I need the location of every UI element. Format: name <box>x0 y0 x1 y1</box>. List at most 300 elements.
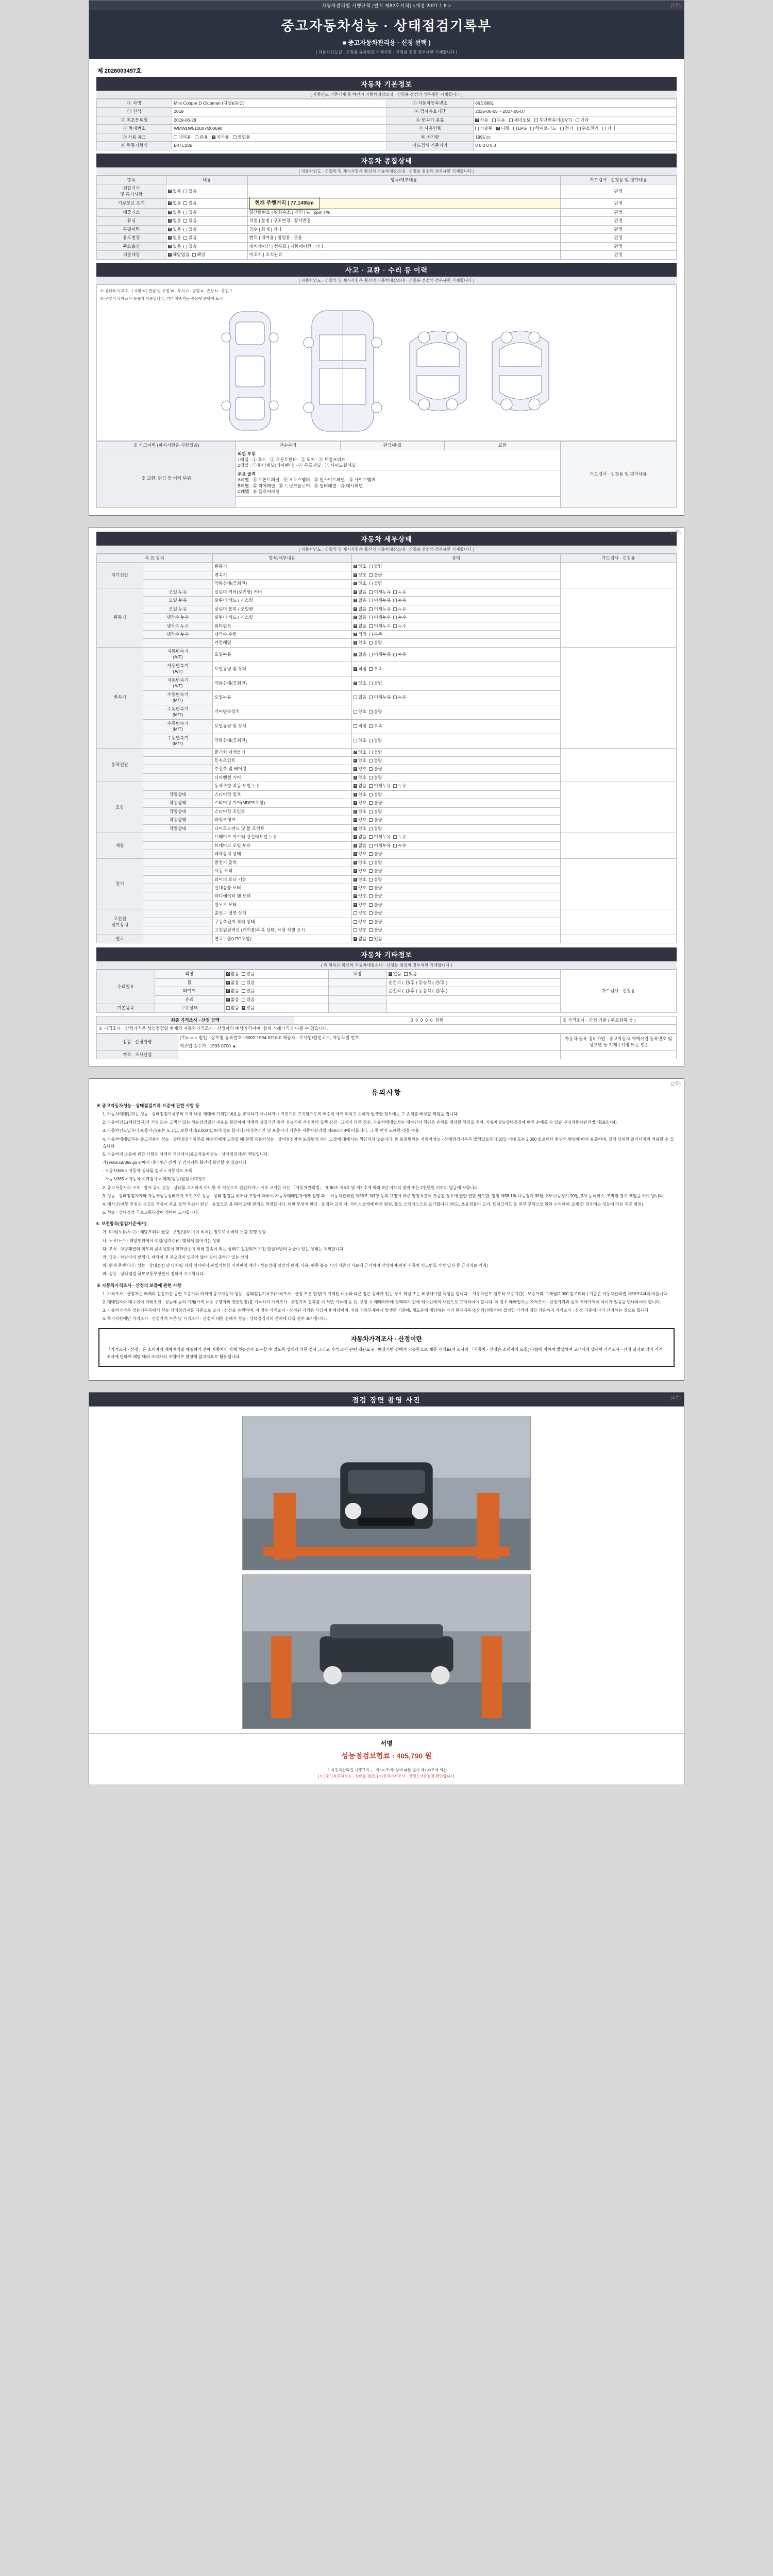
overall-item-detail: 미조치 | 조치완료 <box>247 251 561 259</box>
checkbox-4-2-불량[interactable]: 불량 <box>369 800 382 806</box>
checkbox-use-government[interactable]: 관용 <box>195 134 208 140</box>
checkbox-4-5-불량[interactable]: 불량 <box>369 826 382 832</box>
checkbox-5-2-양호[interactable]: ✓ 양호 <box>354 851 366 857</box>
checkbox-2-0-없음[interactable]: ✓ 없음 <box>354 652 366 657</box>
detail-item-options[interactable] <box>352 597 561 605</box>
detail-item-options[interactable] <box>352 571 561 579</box>
checkbox-0-0-양호[interactable]: ✓ 양호 <box>354 564 366 569</box>
checkbox-6-3-불량[interactable]: 불량 <box>369 885 382 891</box>
checkbox-4-1-양호[interactable]: ✓ 양호 <box>354 792 366 798</box>
photo-front-illustration <box>243 1416 530 1570</box>
company-info: (주)○○○○ 법인 · 상호명 등록번호 : 9002-1994-0216-0 제공자 · 주사업/법인코드, 자동차법 번호 <box>178 1033 561 1042</box>
detail-sub-label <box>143 833 213 841</box>
detail-item-options[interactable] <box>352 676 561 690</box>
checkbox-2-없음[interactable]: ✓ 없음 <box>168 210 181 215</box>
detail-item-options[interactable] <box>352 935 561 943</box>
detail-item-options[interactable] <box>352 748 561 756</box>
checkbox-2-1-적정[interactable]: ✓ 적정 <box>354 666 366 672</box>
sheet-3 <box>89 1078 684 1381</box>
checkbox-1-3-없음[interactable]: ✓ 없음 <box>354 615 366 620</box>
odo-digit: 0 <box>475 143 478 148</box>
detail-item-label: 시동 모터 <box>213 867 352 875</box>
checkbox-6-1-불량[interactable]: 불량 <box>369 868 382 874</box>
detail-item-label: 작동상태(공회전) <box>213 580 352 588</box>
checkbox-7-해당[interactable]: 해당 <box>192 252 205 258</box>
checkbox-other-0-없음[interactable]: ✓ 없음 <box>226 971 239 977</box>
detail-sub-label: 오일 누유 <box>143 588 213 596</box>
overall-item-options[interactable] <box>166 251 248 259</box>
checkbox-4-0-미세누유[interactable]: 미세누유 <box>369 783 391 789</box>
checkbox-6-4-불량[interactable]: 불량 <box>369 893 382 899</box>
checkbox-7-0-양호[interactable]: 양호 <box>354 910 366 916</box>
fuel-options[interactable] <box>474 125 677 133</box>
checkbox-1-0-누유[interactable]: 누유 <box>393 589 406 595</box>
form-legal-header: 자동차관리법 시행규칙 [별지 제82호서식] <개정 2021.1.8.> <box>89 1 684 10</box>
checkbox-1-없음[interactable]: ✓ 없음 <box>168 200 181 206</box>
field-label: ⑥ 변속기 종류 <box>386 116 474 124</box>
checkbox-1-4-없음[interactable]: ✓ 없음 <box>354 623 366 629</box>
field-label: ③ 연식 <box>97 108 172 116</box>
checkbox-fuel-hybrid[interactable]: 하이브리드 <box>530 126 556 131</box>
detail-item-options[interactable] <box>352 605 561 613</box>
checkbox-fuel-hydrogen[interactable]: 수소전기 <box>577 126 599 131</box>
checkbox-1-4-누수[interactable]: 누수 <box>393 623 406 629</box>
checkbox-fuel-etc[interactable]: 기타 <box>602 126 615 131</box>
notice-paragraph: 3. 자동차인도일부터 보증기간(또는 도 1일, 보증거리(2,000 킬로미터)로 합니다) 대상은기간 및 보증거리 기준은 자동차관리법 제58조의4에 따릅니다. 그 중 먼저 도래한 것을 적용 <box>103 1128 419 1133</box>
price-label: 성능점검보험료 : <box>341 1751 395 1760</box>
notice-section <box>89 1079 684 1380</box>
checkbox-6-4-양호[interactable]: ✓ 양호 <box>354 893 366 899</box>
photos-title: 점검 장면 촬영 사진 <box>89 1393 684 1406</box>
checkbox-1-1-미세누유[interactable]: 미세누유 <box>369 598 391 603</box>
parts-group-frame <box>236 470 561 496</box>
detail-sub-label: 작동상태 <box>143 790 213 799</box>
checkbox-2-6-양호[interactable]: 양호 <box>354 738 366 743</box>
page-subtitle: ■ 중고자동차관리용 · 신청 선택 ) <box>342 39 431 46</box>
other-item-options[interactable] <box>224 970 329 978</box>
detail-sub-label: 냉각수 누수 <box>143 631 213 639</box>
checkbox-5-1-누유[interactable]: 누유 <box>393 843 406 849</box>
checkbox-6-2-불량[interactable]: 불량 <box>369 877 382 883</box>
detail-item-options[interactable] <box>352 867 561 875</box>
detail-item-options[interactable] <box>352 816 561 824</box>
company-info-2: 제조업 승수가 : 1533-0700 ▲ <box>178 1042 561 1050</box>
detail-sub-label <box>143 765 213 773</box>
checkbox-1-4-미세누수[interactable]: 미세누수 <box>369 623 391 629</box>
checkbox-transmission-manual[interactable]: 수동 <box>492 117 505 123</box>
section-basic-info-subtitle: ( 자동인도 기준기재 등 하신의 자동차대장소내 · 신청용 점검의 경우세한 기재합니다 ) <box>96 91 677 99</box>
checkbox-3-없음[interactable]: ✓ 없음 <box>168 218 181 224</box>
checkbox-1-5-적정[interactable]: ✓ 적정 <box>354 632 366 637</box>
checkbox-1-3-미세누수[interactable]: 미세누수 <box>369 615 391 620</box>
checkbox-0-2-양호[interactable]: ✓ 양호 <box>354 581 366 586</box>
checkbox-4-2-양호[interactable]: ✓ 양호 <box>354 800 366 806</box>
overall-item-options[interactable] <box>166 208 248 216</box>
checkbox-3-1-불량[interactable]: 불량 <box>369 758 382 764</box>
detail-item-options[interactable] <box>352 807 561 816</box>
other-item2-options[interactable]: 운전석 ( 전/후 ) 동승석 ( 전/후 ) <box>386 987 561 995</box>
checkbox-1-6-양호[interactable]: ✓ 양호 <box>354 640 366 646</box>
detail-item-options[interactable] <box>352 782 561 790</box>
detail-item-label: 추진축 및 베어링 <box>213 765 352 773</box>
parts-group-outer <box>236 450 561 470</box>
col-header: 주 요 장치 <box>97 554 213 562</box>
detail-item-options[interactable] <box>352 892 561 901</box>
checkbox-5-2-불량[interactable]: 불량 <box>369 851 382 857</box>
fee-unit: 천원 <box>435 1017 444 1023</box>
price-value: 405,790 원 <box>396 1751 432 1760</box>
fee-digit: 0 <box>430 1017 433 1023</box>
notice-paragraph: 바. 성능 · 상태점검 국토교통부장관이 정하여 고시합니다. <box>103 1272 205 1277</box>
checkbox-6-0-양호[interactable]: ✓ 양호 <box>354 860 366 866</box>
usetype-label: ⑨ 사용 용도 <box>97 133 172 141</box>
parts-line: B레벨 : ⑫ 리어패널 · ⑬ 트렁크플로어 · ⑭ 필러패널 · ⑮ 대시패널 <box>238 483 363 488</box>
checkbox-3-3-양호[interactable]: ✓ 양호 <box>354 775 366 781</box>
car-top-view-icon <box>291 307 394 435</box>
checkbox-5-1-미세누유[interactable]: 미세누유 <box>369 843 391 849</box>
checkbox-other-3-있음[interactable]: 있음 <box>242 997 255 1003</box>
detail-item-options[interactable] <box>352 622 561 630</box>
checkbox-other-4-있음[interactable]: ✓ 있음 <box>242 1005 255 1011</box>
checkbox-transmission-cvt[interactable]: 무단변속기(CVT) <box>534 117 572 123</box>
checkbox-5-0-누유[interactable]: 누유 <box>393 834 406 840</box>
checkbox-6-5-양호[interactable]: ✓ 양호 <box>354 902 366 908</box>
detail-item-options[interactable] <box>352 875 561 884</box>
car-diagram-figures <box>100 303 673 437</box>
detail-item-options[interactable] <box>352 926 561 935</box>
overall-item-options[interactable] <box>166 242 248 250</box>
overall-item-options[interactable] <box>166 199 248 209</box>
notice-sec2-title: ※ 자동차가격조사 · 산정의 보증에 관한 사항 <box>96 1282 182 1288</box>
checkbox-transmission-etc[interactable]: 기타 <box>576 117 589 123</box>
detail-sub-label <box>143 875 213 884</box>
notice-paragraph: · 자동차365 > 자동차 실태를 검색 > 자동차도 조회 <box>103 1168 193 1174</box>
detail-state-table <box>96 554 677 944</box>
checkbox-6-0-불량[interactable]: 불량 <box>369 860 382 866</box>
detail-item-label: 실린더 헤드 / 개스킷 <box>213 597 352 605</box>
checkbox-2-있음[interactable]: 있음 <box>183 210 196 215</box>
detail-item-options[interactable] <box>352 719 561 734</box>
checkbox-3-2-양호[interactable]: ✓ 양호 <box>354 766 366 772</box>
detail-item-options[interactable] <box>352 833 561 841</box>
checkbox-0-1-양호[interactable]: ✓ 양호 <box>354 572 366 578</box>
checkbox-2-3-없음[interactable]: 없음 <box>354 694 366 700</box>
detail-item-options[interactable] <box>352 799 561 807</box>
checkbox-2-3-미세누유[interactable]: 미세누유 <box>369 694 391 700</box>
checkbox-4-4-양호[interactable]: ✓ 양호 <box>354 817 366 823</box>
checkbox-6-1-양호[interactable]: ✓ 양호 <box>354 868 366 874</box>
overall-item-label: 특별이력 <box>97 225 166 233</box>
checkbox-other-0-있음[interactable]: 있음 <box>242 971 255 977</box>
mileage-value: 현재 주행거리 | 77,149km <box>249 197 320 210</box>
detail-item-label: 오일누유 <box>213 690 352 705</box>
checkbox-5-없음[interactable]: ✓ 없음 <box>168 235 181 241</box>
detail-item-options[interactable] <box>352 734 561 748</box>
notice-paragraph: 2. 자동차인도(해당일자)가 거짓 또는 고객가 있는 성능점검결과 내용을 확인하여 매매의 성질기간 동안 성능기록 작성자의 실책 검검 · 교체가 다른 경우, 자동차매매업자는 매수인의 책임은 손해를 배상할 책임을 지며, 자동차성능상태검검에 따른 손해를 수 있습니다(자동차관리법 제58조의4). <box>103 1120 618 1125</box>
detail-sub-label <box>143 639 213 647</box>
checkbox-4-없음[interactable]: ✓ 없음 <box>168 227 181 232</box>
detail-item-options[interactable] <box>352 705 561 719</box>
checkbox-0-없음[interactable]: ✓없음 <box>168 189 181 194</box>
checkbox-other-4-없음[interactable]: 없음 <box>226 1005 239 1011</box>
usetype-options[interactable] <box>172 133 386 141</box>
checkbox-6-3-양호[interactable]: ✓ 양호 <box>354 885 366 891</box>
fee-digit: 0 <box>420 1017 423 1023</box>
overall-item-note: 판정 <box>561 184 677 199</box>
page-corner-tag: (4쪽) <box>670 1395 681 1400</box>
checkbox-2-4-양호[interactable]: 양호 <box>354 709 366 715</box>
notice-paragraph: 1. 자동차매매업자는 성능 · 상태점검기록부의 기재 내용 제대에 기재한 내용을 교지하기 아니하거나 거짓으로 고지함으로써 매수인 에게 미치고 손해가 발생한 경우에는 그 손해를 배상할 책임을 집니다. <box>103 1111 459 1116</box>
checkbox-1-5-부족[interactable]: 부족 <box>369 632 382 637</box>
detail-item-options[interactable] <box>352 563 561 571</box>
checkbox-0-1-불량[interactable]: 불량 <box>369 572 382 578</box>
checkbox-3-0-불량[interactable]: 불량 <box>369 750 382 755</box>
checkbox-4-5-양호[interactable]: ✓ 양호 <box>354 826 366 832</box>
detail-sub-label <box>143 935 213 943</box>
checkbox-other-1-있음[interactable]: 있음 <box>242 980 255 986</box>
detail-item-options[interactable] <box>352 841 561 850</box>
car-side-left-icon <box>399 307 477 435</box>
detail-item-options[interactable] <box>352 773 561 782</box>
checkbox-0-2-불량[interactable]: 불량 <box>369 581 382 586</box>
detail-item-options[interactable] <box>352 662 561 676</box>
detail-item-options[interactable] <box>352 631 561 639</box>
checkbox-use-business[interactable]: 영업용 <box>233 134 250 140</box>
page-corner-tag: (1쪽) <box>670 530 681 535</box>
checkbox-6-없음[interactable]: ✓ 없음 <box>168 244 181 249</box>
checkbox-7-2-양호[interactable]: 양호 <box>354 927 366 933</box>
checkbox-4-0-누유[interactable]: 누유 <box>393 783 406 789</box>
price-summary-table <box>96 1016 677 1033</box>
checkbox-7-0-불량[interactable]: 불량 <box>369 910 382 916</box>
checkbox-7-1-불량[interactable]: 불량 <box>369 919 382 925</box>
checkbox-1-1-없음[interactable]: ✓ 없음 <box>354 598 366 603</box>
checkbox-1-2-없음[interactable]: ✓ 없음 <box>354 606 366 612</box>
detail-sub-label <box>143 563 213 571</box>
other-item2-options[interactable] <box>386 995 561 1004</box>
other-item2-options[interactable] <box>386 970 561 978</box>
checkbox-6-있음[interactable]: 있음 <box>183 244 196 249</box>
parts-line: A레벨 : ⑧ 프론트패널 · ⑨ 크로스멤버 · ⑩ 인사이드패널 · ⑪ 사이드멤버 <box>238 477 376 483</box>
photo-underbody-illustration <box>243 1575 530 1728</box>
checkbox-5-0-미세누유[interactable]: 미세누유 <box>369 834 391 840</box>
detail-item-options[interactable] <box>352 647 561 662</box>
checkbox-3-1-양호[interactable]: ✓ 양호 <box>354 758 366 764</box>
other-item-options[interactable] <box>224 1004 329 1012</box>
overall-item-detail: 침수 | 화재 | 기타 <box>247 225 561 233</box>
checkbox-other2-0-있음[interactable]: 있음 <box>404 971 417 977</box>
document-number-label: 제 <box>97 68 103 74</box>
detail-group-note <box>561 858 677 909</box>
detail-item-label: 실내송풍 모터 <box>213 884 352 892</box>
detail-sub-label <box>143 909 213 918</box>
checkbox-6-2-양호[interactable]: ✓ 양호 <box>354 877 366 883</box>
checkbox-8-0-있음[interactable]: 있음 <box>369 936 382 942</box>
overall-item-options[interactable] <box>166 217 248 225</box>
checkbox-1-0-없음[interactable]: ✓ 없음 <box>354 589 366 595</box>
checkbox-5-있음[interactable]: 있음 <box>183 235 196 241</box>
checkbox-other-2-없음[interactable]: ✓ 없음 <box>226 988 239 994</box>
checkbox-7-2-불량[interactable]: 불량 <box>369 927 382 933</box>
checkbox-0-0-불량[interactable]: 불량 <box>369 564 382 569</box>
detail-item-label: 충전구 절연 상태 <box>213 909 352 918</box>
detail-item-options[interactable] <box>352 614 561 622</box>
overall-item-options[interactable] <box>166 234 248 242</box>
detail-group-note <box>561 909 677 935</box>
overall-item-options[interactable] <box>166 184 248 199</box>
checkbox-2-2-양호[interactable]: ✓ 양호 <box>354 681 366 686</box>
other-item-label: 휠 <box>155 978 224 987</box>
detail-sub-label <box>143 926 213 935</box>
table-row <box>97 782 677 790</box>
field-value: 2019 <box>172 108 386 116</box>
detail-item-label: 실린더 블록 / 오일팬 <box>213 605 352 613</box>
checkbox-other2-0-없음[interactable]: ✓ 없음 <box>389 971 401 977</box>
detail-item-options[interactable] <box>352 901 561 909</box>
checkbox-4-0-없음[interactable]: ✓ 없음 <box>354 783 366 789</box>
checkbox-3-있음[interactable]: 있음 <box>183 218 196 224</box>
checkbox-2-5-부족[interactable]: 부족 <box>369 723 382 729</box>
checkbox-2-3-누유[interactable]: 누유 <box>393 694 406 700</box>
checkbox-3-2-불량[interactable]: 불량 <box>369 766 382 772</box>
field-value: 2025-06-05 ~ 2027-06-07 <box>474 108 677 116</box>
parts-group-name: 주요 골격 <box>238 471 256 477</box>
fee-subnote: ※ 가격조사 · 산정가격은 성능점검일 현재의 자동차가격조사 · 산정자의 예상가격이며, 실제 거래가격과 다를 수 있습니다. <box>97 1025 677 1033</box>
checkbox-1-2-누유[interactable]: 누유 <box>393 606 406 612</box>
checkbox-2-0-미세누유[interactable]: 미세누유 <box>369 652 391 657</box>
checkbox-1-있음[interactable]: 있음 <box>183 200 196 206</box>
detail-item-options[interactable] <box>352 588 561 596</box>
checkbox-transmission-auto[interactable]: ✓ 자동 <box>475 117 488 123</box>
detail-item-label: 기어변속장치 <box>213 705 352 719</box>
field-label: ⑤ 최초등록일 <box>97 116 172 124</box>
detail-item-options[interactable] <box>352 918 561 926</box>
checkbox-4-4-불량[interactable]: 불량 <box>369 817 382 823</box>
detail-group-note <box>561 833 677 858</box>
table-row <box>97 199 677 209</box>
detail-item-options[interactable] <box>352 850 561 858</box>
checkbox-4-1-불량[interactable]: 불량 <box>369 792 382 798</box>
detail-item-options[interactable] <box>352 884 561 892</box>
checkbox-2-1-부족[interactable]: 부족 <box>369 666 382 672</box>
detail-group-label: 동력전달 <box>97 748 143 782</box>
photos-section <box>89 1406 684 1785</box>
checkbox-0-있음[interactable]: 있음 <box>183 189 196 194</box>
table-row <box>97 251 677 259</box>
checkbox-fuel-diesel[interactable]: ✓ 디젤 <box>496 126 509 131</box>
detail-sub-label <box>143 892 213 901</box>
other-item-options[interactable] <box>224 987 329 995</box>
checkbox-1-2-미세누유[interactable]: 미세누유 <box>369 606 391 612</box>
detail-item-options[interactable] <box>352 858 561 867</box>
checkbox-7-해당없음[interactable]: ✓ 해당없음 <box>168 252 190 258</box>
detail-item-label: 발전기 출력 <box>213 858 352 867</box>
transmission-options[interactable] <box>474 116 677 124</box>
checkbox-2-6-불량[interactable]: 불량 <box>369 738 382 743</box>
checkbox-fuel-lpg[interactable]: LPG <box>513 126 527 131</box>
checkbox-4-3-불량[interactable]: 불량 <box>369 809 382 815</box>
checkbox-5-1-없음[interactable]: ✓ 없음 <box>354 843 366 849</box>
detail-item-options[interactable] <box>352 824 561 833</box>
table-row <box>97 242 677 250</box>
detail-item-label: 구동축전지 격리 상태 <box>213 918 352 926</box>
detail-sub-label: 작동상태 <box>143 799 213 807</box>
checkbox-3-3-불량[interactable]: 불량 <box>369 775 382 781</box>
document-number <box>96 63 677 77</box>
other-item2-options[interactable] <box>386 1004 561 1012</box>
declaration-box <box>98 1328 675 1366</box>
checkbox-use-private[interactable]: ✓ 자가용 <box>212 134 229 140</box>
detail-item-options[interactable] <box>352 756 561 765</box>
detail-item-label: 연료누출(LPG포함) <box>213 935 352 943</box>
detail-item-label: 윈도우 모터 <box>213 901 352 909</box>
checkbox-other-1-없음[interactable]: ✓ 없음 <box>226 980 239 986</box>
parts-line: 1레벨 : ① 후드 · ② 프론트펜더 · ③ 도어 · ④ 트렁크리드 <box>238 456 346 462</box>
checkbox-4-3-양호[interactable]: ✓ 양호 <box>354 809 366 815</box>
checkbox-other-2-있음[interactable]: 있음 <box>242 988 255 994</box>
overall-item-options[interactable] <box>166 225 248 233</box>
other-item2-label <box>329 995 387 1004</box>
notice-paragraph: 5. 성능 · 상태점검 국토교통부장이 정하여 고시합니다. <box>103 1210 199 1215</box>
checkbox-5-0-없음[interactable]: ✓ 없음 <box>354 834 366 840</box>
checkbox-other-3-없음[interactable]: ✓ 없음 <box>226 997 239 1003</box>
other-item-options[interactable] <box>224 978 329 987</box>
checkbox-8-0-없음[interactable]: ✓ 없음 <box>354 936 366 942</box>
checkbox-2-0-누유[interactable]: 누유 <box>393 652 406 657</box>
checkbox-1-3-누수[interactable]: 누수 <box>393 615 406 620</box>
checkbox-7-1-양호[interactable]: 양호 <box>354 919 366 925</box>
detail-item-label: 스티어링 조인트 <box>213 807 352 816</box>
detail-item-label: 타이로드엔드 및 볼 조인트 <box>213 824 352 833</box>
other-group-label: 수리필요 <box>97 970 155 1004</box>
field-label: ② 자동차등록번호 <box>386 99 474 108</box>
table-row <box>97 99 677 108</box>
checkbox-fuel-electric[interactable]: 전기 <box>560 126 573 131</box>
table-row <box>97 225 677 233</box>
table-row <box>97 108 677 116</box>
checkbox-3-0-양호[interactable]: ✓ 양호 <box>354 750 366 755</box>
checkbox-2-2-불량[interactable]: 불량 <box>369 681 382 686</box>
checkbox-1-0-미세누유[interactable]: 미세누유 <box>369 589 391 595</box>
detail-sub-label <box>143 918 213 926</box>
checkbox-2-5-적정[interactable]: 적정 <box>354 723 366 729</box>
checkbox-transmission-semi[interactable]: 세미오토 <box>509 117 531 123</box>
detail-item-options[interactable] <box>352 765 561 773</box>
checkbox-fuel-gasoline[interactable]: 가솔린 <box>475 126 493 131</box>
overall-item-note: 판정 <box>561 217 677 225</box>
other-item2-options[interactable]: 운전석 ( 전/후 ) 동승석 ( 전/후 ) <box>386 978 561 987</box>
detail-item-options[interactable] <box>352 639 561 647</box>
detail-sub-label <box>143 867 213 875</box>
checkbox-6-5-불량[interactable]: 불량 <box>369 902 382 908</box>
other-item-options[interactable] <box>224 995 329 1004</box>
checkbox-1-1-누유[interactable]: 누유 <box>393 598 406 603</box>
detail-item-options[interactable] <box>352 580 561 588</box>
section-other-subtitle: ( 위 항목은 확신의 자동차대장소내 · 신청용 점검의 경우세한 기재합니다 ) <box>96 961 677 970</box>
overall-item-label: 용도변경 <box>97 234 166 242</box>
detail-item-options[interactable] <box>352 690 561 705</box>
checkbox-4-있음[interactable]: 있음 <box>183 227 196 232</box>
checkbox-2-4-불량[interactable]: 불량 <box>369 709 382 715</box>
detail-item-options[interactable] <box>352 909 561 918</box>
odo-digit: 0 <box>490 143 493 148</box>
detail-sub-label <box>143 884 213 892</box>
overall-item-label: 배출가스 <box>97 208 166 216</box>
detail-item-label: 스티어링 기어(MDPS포함) <box>213 799 352 807</box>
checkbox-use-rental[interactable]: 대여용 <box>174 134 191 140</box>
detail-item-options[interactable] <box>352 790 561 799</box>
checkbox-1-6-불량[interactable]: 불량 <box>369 640 382 646</box>
